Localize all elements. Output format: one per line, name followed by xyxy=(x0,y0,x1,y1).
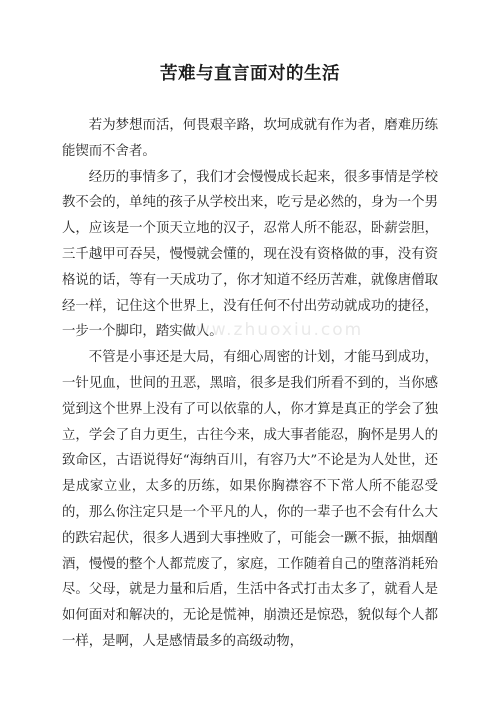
watermark: www.zhuoxiu.com xyxy=(180,320,364,340)
paragraph-3: 不管是小事还是大局，有细心周密的计划，才能马到成功，一针见血，世间的丑恶，黑暗，很多是我们所看不到的，当你感觉到这个世界上没有了可以依靠的人，你才算是真正的学会了独立，学会了自力更生，古往今来，成大事者能忍，胸怀是男人的致命区，古语说得好“海纳百川，有容乃大”不论是为人处世，还是成家立业，太多的历练，如果你胸襟容不下常人所不能忍受的，那么你注定只是一个平凡的人，你的一辈子也不会有什么大的跌宕起伏，很多人遇到大事挫败了，可能会一蹶不振，抽烟酗酒，慢慢的整个人都荒废了，家庭，工作随着自己的堕落消耗殆尽。父母，就是力量和后盾，生活中各式打击太多了，就看人是如何面对和解决的，无论是慌神，崩溃还是惊恐，貌似每个人都一样，是啊，人是感情最多的高级动物， xyxy=(62,350,438,649)
page-title: 苦难与直言面对的生活 xyxy=(160,64,340,84)
paragraph-2: 经历的事情多了，我们才会慢慢成长起来，很多事情是学校教不会的，单纯的孩子从学校出来，吃亏是必然的，身为一个男人，应该是一个顶天立地的汉子，忍常人所不能忍，卧薪尝胆，三千越甲可吞吴，慢慢就会懂的，现在没有资格做的事，没有资格说的话，等有一天成功了，你才知道不经历苦难，就像唐僧取经一样，记住这个世界上，没有任何不付出劳动就成功的捷径，一步一个脚印，踏实做人。 xyxy=(62,169,438,340)
paragraph-1: 若为梦想而活，何畏艰辛路，坎坷成就有作为者，磨难历练能锲而不舍者。 xyxy=(62,118,438,159)
article-body xyxy=(62,113,438,655)
